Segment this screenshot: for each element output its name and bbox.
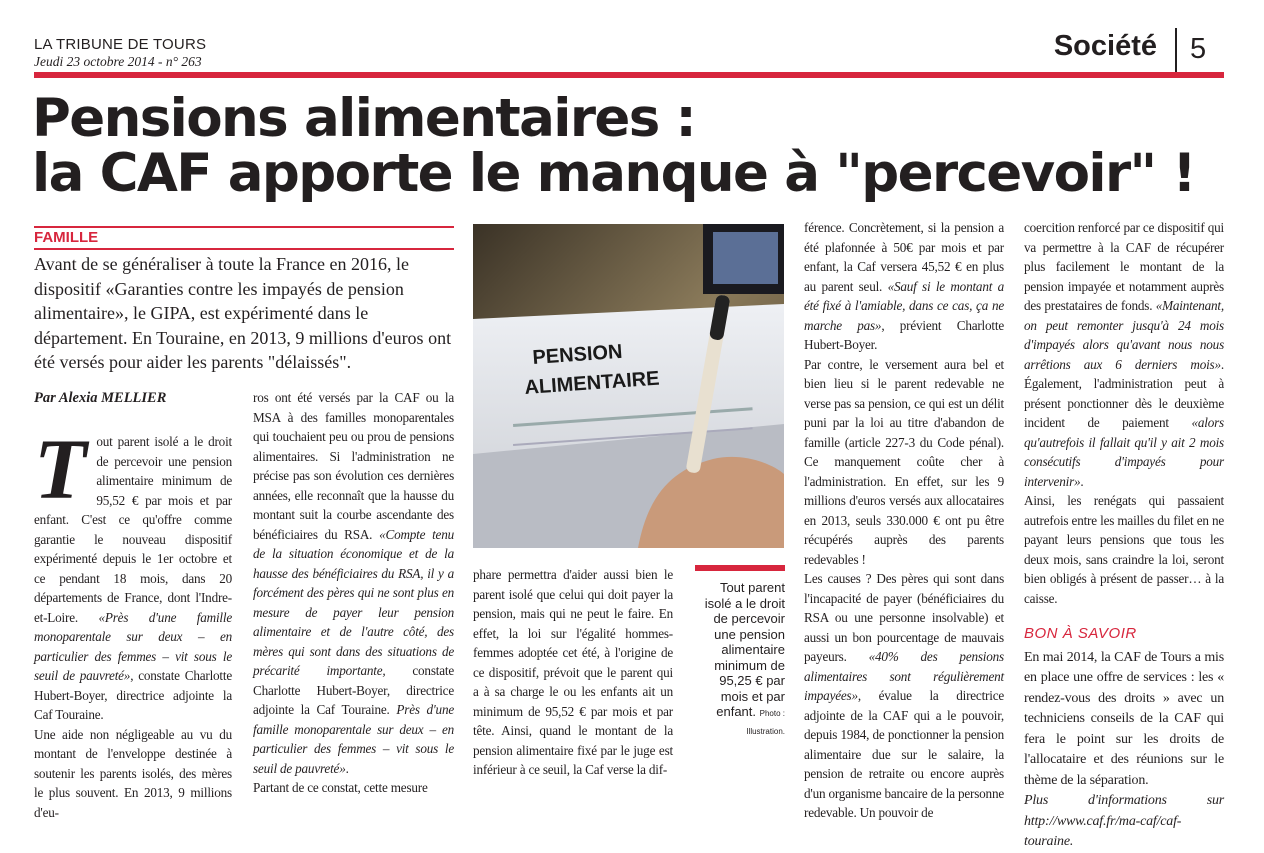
lede: Avant de se généraliser à toute la France en 2016, le dispositif «Garanties contre les impayés de pension alimentaire», le GIPA, est expérimenté dans le département. En Touraine, en 2013, 9 millions d'euros ont été versés pour aider les parents "délaissés".	[34, 254, 452, 372]
text-run: . Également, l'administration peut à présent ponctionner dès le deuxième incident de paiement	[1024, 356, 1224, 430]
quote: «alors qu'autrefois il fallait qu'il y ait 2 mois consécutifs d'impayés pour intervenir»	[1024, 415, 1224, 489]
byline: Par Alexia MELLIER	[34, 390, 167, 406]
header-rule	[34, 72, 1224, 78]
quote: «40% des pensions alimentaires sont régulièrement impayées»	[804, 649, 1004, 703]
photo-text-2: ALIMENTAIRE	[523, 367, 661, 399]
paragraph	[804, 569, 1004, 823]
text-run: férence. Concrètement, si la pension a été plafonnée à 50€ par mois et par enfant, la Caf versera 45,52 € en plus au parent seul.	[804, 220, 1004, 294]
headline-line-1: Pensions alimentaires :	[32, 88, 696, 149]
text-run: coercition renforcé par ce dispositif qui va permettre à la CAF de récupérer plus facilement le montant de la pension impayée et notamment auprès des prestataires de fonds.	[1024, 220, 1224, 313]
sidebar-text: En mai 2014, la CAF de Tours a mis en place une offre de services : les « rendez-vous des droits » avec un techniciens conseils de la CAF qui fera le point sur les droits de l'allocataire et des réunions sur le thème de la séparation.	[1024, 649, 1224, 788]
text-run: Les causes ? Des pères qui sont dans l'incapacité de payer (bénéficiaires du RSA ou une personne insolvable) et aussi un bon pourcentage de mauvais payeurs.	[804, 571, 1004, 664]
paragraph	[34, 421, 233, 725]
paragraph: phare permettra d'aider aussi bien le parent isolé que celui qui doit payer la pension, mais qui ne peut le faire. En effet, la loi sur l'égalité hommes-femmes adoptée cet été, à l'origine de ce dispositif, prévoit que le parent qui a à sa charge le ou les enfants ait un minimum de 95,52 € par mois et par tête. Ainsi, quand le montant de la pension alimentaire fixé par le juge est inférieur à ce seuil, la Caf verse la dif-	[473, 567, 673, 777]
masthead	[34, 36, 206, 70]
paragraph	[804, 218, 1004, 355]
sidebar-title: BON À SAVOIR	[1024, 625, 1137, 642]
quote: «Compte tenu de la situation économique et de la hausse des bénéficiaires du RSA, il y a forcément des pères qui ne sont plus en mesure de payer leur pension alimentaire et de l'autre côté, des mères qui sont dans des situations de précarité importante,	[253, 526, 454, 678]
text-run: , constate Charlotte Hubert-Boyer, directrice adjointe la Caf Touraine.	[34, 668, 233, 722]
quote: «Maintenant, on peut remonter jusqu'à 24 mois d'impayés alors qu'avant nous nous arrêtions aux 6 derniers mois»	[1024, 298, 1224, 372]
text-run: .	[1080, 473, 1084, 489]
paragraph: Par contre, le versement aura bel et bien lieu si le parent redevable ne verse pas sa pension, ce qui est un délit puni par la loi au titre d'abandon de famille (article 227-3 du Code pénal). Ce manquement coûte cher à l'administration. En effet, sur les 9 millions d'euros versés aux allocataires en 2013, seuls 330.000 € ont pu être récupérés auprès des parents redevables !	[804, 356, 1004, 567]
text-run: out parent isolé a le droit de percevoir une pension alimentaire minimum de 95,52 € par mois et par enfant. C'est ce qu'offre comme garantie le nouveau dispositif expérimenté depuis le 1er octobre et ce pendant 18 mois, dans 20 départements de France, dont l'Indre-et-Loire.	[34, 434, 232, 625]
photo-caption	[697, 580, 785, 739]
paragraph: Une aide non négligeable au vu du montant de l'enveloppe destinée à soutenir les parents isolés, des mères le plus souvent. En 2013, 9 millions d'eu-	[34, 726, 232, 820]
article-photo	[473, 224, 784, 548]
kicker-label: FAMILLE	[34, 229, 99, 246]
issue-date: Jeudi 23 octobre 2014 - n° 263	[34, 54, 202, 69]
text-run: , prévient Charlotte Hubert-Boyer.	[804, 317, 1004, 352]
paragraph: Ainsi, les renégats qui passaient autrefois entre les mailles du filet en ne payant leurs pensions que tous les deux mois, sans craindre la loi, seront bien obligés à présent de passer… à la caisse.	[1024, 493, 1224, 606]
column-2	[253, 388, 454, 798]
photo-text-1: PENSION	[531, 340, 624, 369]
paragraph: Partant de ce constat, cette mesure	[253, 780, 428, 795]
text-run: .	[345, 760, 349, 776]
sidebar-link-text: Plus d'informations sur http://www.caf.fr/ma-caf/caf-touraine.	[1024, 793, 1224, 849]
column-5	[1024, 218, 1224, 853]
quote: Près d'une famille monoparentale sur deux – en particulier des femmes – vit sous le seuil de pauvreté»	[253, 702, 454, 776]
page-number: 5	[1190, 33, 1207, 65]
text-run: ros ont été versés par la CAF ou la MSA à des familles monoparentales qui touchaient peu ou prou de pensions alimentaires. Si l'administration ne précise pas son évolution ces dernières années, elle reconnaît que la hausse du montant suit la courbe ascendante des bénéficiaires du RSA.	[253, 390, 454, 542]
paragraph	[253, 388, 454, 778]
column-4	[804, 218, 1004, 823]
quote: «Sauf si le montant a été fixé à l'amiable, dans ce cas, ça ne marche pas»	[804, 278, 1004, 333]
quote: «Près d'une famille monoparentale sur deux – en particulier des femmes – vit sous le seuil de pauvreté»	[34, 609, 232, 683]
headline	[32, 88, 1232, 204]
section-title: Société	[1053, 30, 1157, 62]
caption-rule	[695, 565, 785, 571]
headline-line-2: la CAF apporte le manque à "percevoir" !	[32, 143, 1195, 204]
text-run: constate Charlotte Hubert-Boyer, directrice adjointe la Caf Touraine.	[253, 663, 454, 717]
photo-illustration	[473, 224, 784, 548]
newspaper-name: LA TRIBUNE DE TOURS	[34, 36, 207, 53]
drop-cap: T	[34, 421, 87, 517]
paragraph	[1024, 218, 1224, 491]
column-1	[34, 421, 233, 822]
text-run: , évalue la directrice adjointe de la CAF qui a le pouvoir, depuis 1984, de ponctionner la pension alimentaire due sur le salaire, la pension de retraite ou encore auprès d'un organisme bancaire de la personne redevable. Un pouvoir de	[804, 688, 1004, 820]
kicker	[34, 226, 454, 250]
column-3	[473, 565, 673, 780]
page-separator	[1175, 28, 1177, 72]
photo-credit: Photo : Illustration.	[746, 709, 785, 736]
caption-text: Tout parent isolé a le droit de percevoir une pension alimentaire minimum de 95,25 € par mois et par enfant.	[704, 580, 785, 719]
